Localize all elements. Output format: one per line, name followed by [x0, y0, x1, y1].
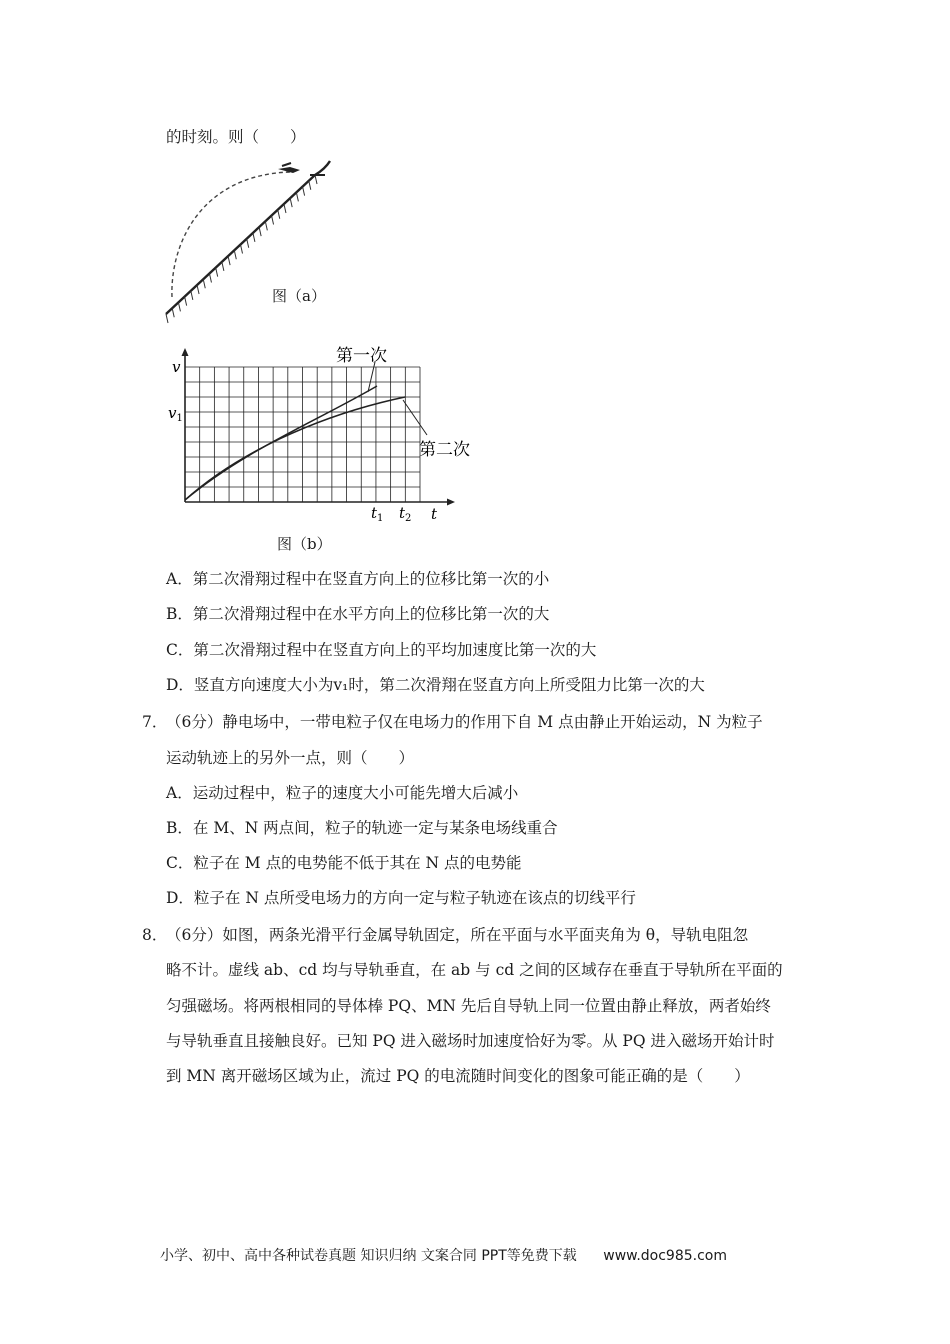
question-6-stem-tail: 的时刻。则（ ）: [166, 128, 306, 146]
q6-option-a: A．第二次滑翔过程中在竖直方向上的位移比第一次的小: [166, 570, 550, 588]
t1-label: $t_1$: [371, 504, 384, 524]
q7-option-b: B．在 M、N 两点间，粒子的轨迹一定与某条电场线重合: [166, 819, 558, 837]
q8-stem-line-1: （6分）如图，两条光滑平行金属导轨固定，所在平面与水平面夹角为 θ，导轨电阻忽: [166, 926, 749, 944]
q7-option-d: D．粒子在 N 点所受电场力的方向一定与粒子轨迹在该点的切线平行: [166, 889, 636, 907]
q6-option-b: B．第二次滑翔过程中在水平方向上的位移比第一次的大: [166, 605, 550, 623]
q6-option-c: C．第二次滑翔过程中在竖直方向上的平均加速度比第一次的大: [166, 641, 597, 659]
figure-b-chart: [165, 340, 485, 530]
q8-stem-line-4: 与导轨垂直且接触良好。已知 PQ 进入磁场时加速度恰好为零。从 PQ 进入磁场开始计时: [166, 1032, 775, 1050]
figure-a-diagram: [160, 155, 360, 330]
v1-label: $v_1$: [168, 404, 183, 424]
figure-b-caption: 图（b）: [277, 535, 332, 553]
q8-stem-line-2: 略不计。虚线 ab、cd 均与导轨垂直，在 ab 与 cd 之间的区域存在垂直于导轨所在平面的: [166, 961, 783, 979]
y-axis-label: v: [172, 358, 181, 376]
series-1-label: 第一次: [336, 346, 387, 366]
q7-option-a: A．运动过程中，粒子的速度大小可能先增大后减小: [166, 784, 519, 802]
q8-stem-line-3: 匀强磁场。将两根相同的导体棒 PQ、MN 先后自导轨上同一位置由静止释放，两者始终: [166, 997, 771, 1015]
q7-stem-line-1: （6分）静电场中，一带电粒子仅在电场力的作用下自 M 点由静止开始运动，N 为粒子: [166, 713, 763, 731]
q7-number: 7．: [142, 713, 168, 731]
t2-label: $t_2$: [399, 504, 412, 524]
x-axis-label: t: [431, 505, 438, 523]
q7-stem-line-2: 运动轨迹上的另外一点，则（ ）: [166, 749, 415, 767]
series-2-leader: [403, 400, 427, 435]
series-2-curve: [185, 397, 405, 500]
q8-number: 8．: [142, 926, 168, 944]
page-footer: [160, 1245, 727, 1265]
series-2-label: 第二次: [419, 440, 470, 460]
q8-stem-line-5: 到 MN 离开磁场区域为止，流过 PQ 的电流随时间变化的图象可能正确的是（ ）: [166, 1067, 750, 1085]
q6-option-d: D．竖直方向速度大小为v₁时，第二次滑翔在竖直方向上所受阻力比第一次的大: [166, 676, 705, 694]
q7-option-c: C．粒子在 M 点的电势能不低于其在 N 点的电势能: [166, 854, 522, 872]
series-1-curve: [185, 386, 377, 500]
figure-a-caption: 图（a）: [272, 287, 326, 305]
footer-url[interactable]: www.doc985.com: [603, 1248, 727, 1264]
footer-text: 小学、初中、高中各种试卷真题 知识归纳 文案合同 PPT等免费下载: [160, 1248, 577, 1264]
